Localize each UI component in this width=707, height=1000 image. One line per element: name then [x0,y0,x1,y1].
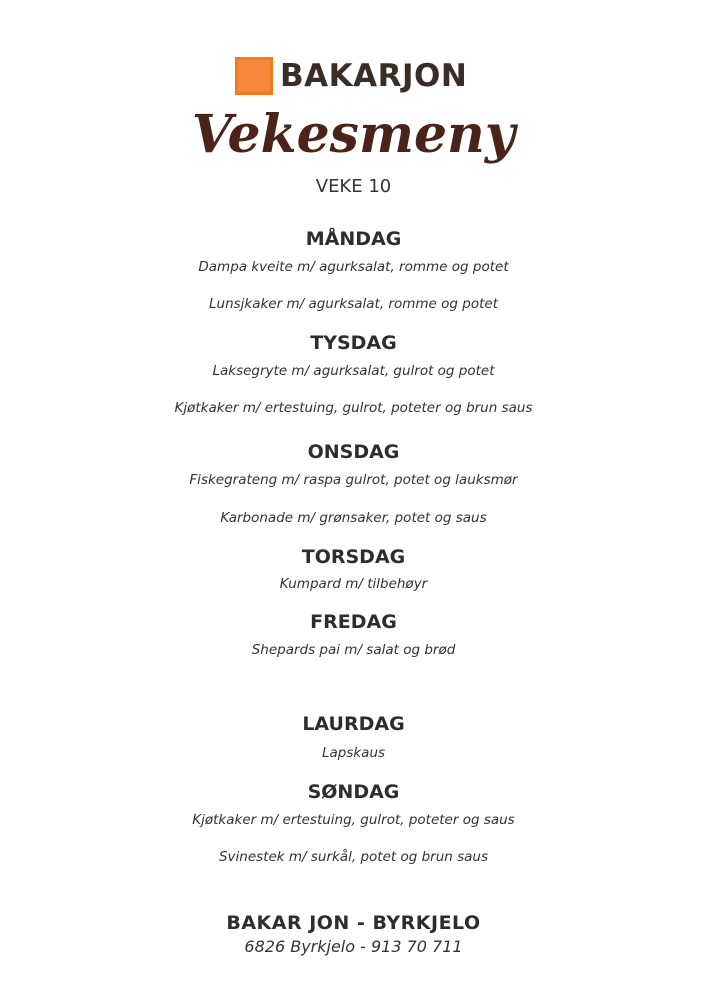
week-label: VEKE 10 [315,176,392,197]
bakar-jon-logo [234,52,484,102]
dish-item: Laksegryte m/ agurksalat, gulrot og potet [212,363,495,379]
day-heading-torsdag: TORSDAG [301,546,406,568]
day-heading-mandag: MÅNDAG [305,228,402,250]
dish-item: Lunsjkaker m/ agurksalat, romme og potet [209,296,498,312]
footer-business-name: BAKAR JON - BYRKJELO [226,912,481,934]
day-heading-onsdag: ONSDAG [307,441,400,463]
day-heading-sondag: SØNDAG [307,781,400,803]
day-heading-tysdag: TYSDAG [310,332,397,354]
dish-item: Kumpard m/ tilbehøyr [279,576,428,592]
dish-item: Fiskegrateng m/ raspa gulrot, potet og lauksmør [189,472,518,488]
dish-item: Svinestek m/ surkål, potet og brun saus [218,849,489,865]
dish-item: Dampa kveite m/ agurksalat, romme og potet [198,259,509,275]
footer-address: 6826 Byrkjelo - 913 70 711 [244,937,463,956]
page-title: Vekesmeny [191,104,516,165]
day-heading-laurdag: LAURDAG [302,713,405,735]
dish-item: Lapskaus [321,745,386,761]
logo-text: BAKARJON [280,58,468,94]
logo-square-icon [234,56,274,96]
day-heading-fredag: FREDAG [310,611,397,633]
dish-item: Kjøtkaker m/ ertestuing, gulrot, poteter og brun saus [174,400,533,416]
dish-item: Kjøtkaker m/ ertestuing, gulrot, poteter og saus [192,812,515,828]
dish-item: Karbonade m/ grønsaker, potet og saus [220,510,487,526]
dish-item: Shepards pai m/ salat og brød [251,642,456,658]
